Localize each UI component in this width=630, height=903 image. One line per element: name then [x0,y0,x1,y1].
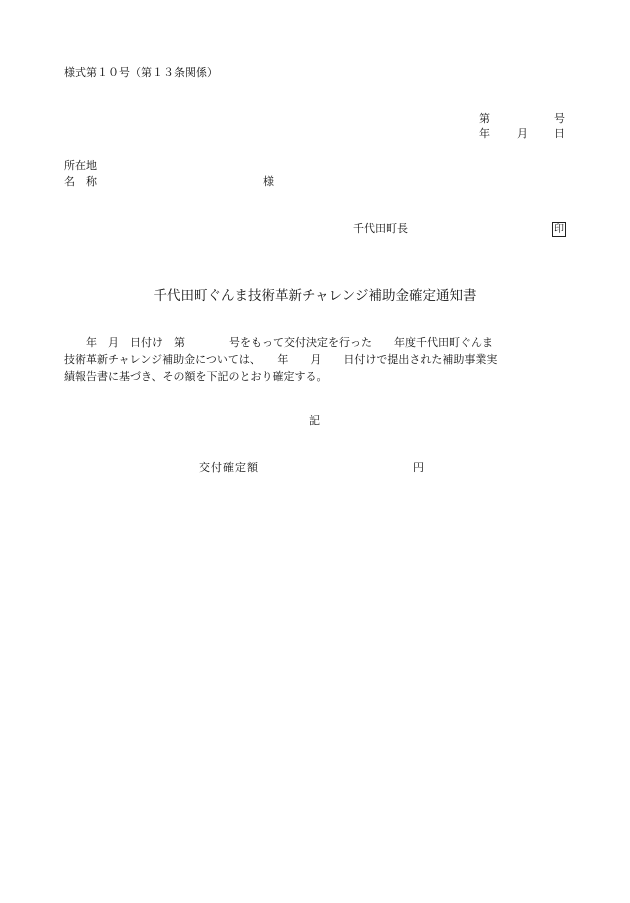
form-number: 様式第１０号（第１３条関係） [64,66,218,79]
ki-mark: 記 [309,414,320,427]
date-month: 月 [517,127,528,140]
recipient-address-label: 所在地 [64,159,97,172]
seal-mark: 印 [554,224,564,235]
recipient-name-label: 名 称 [64,175,97,188]
date-year: 年 [479,127,490,140]
doc-number-prefix: 第 [479,112,490,125]
date-day: 日 [554,127,565,140]
amount-label: 交付確定額 [199,461,259,474]
body-line-3: 績報告書に基づき、その額を下記のとおり確定する。 [64,370,328,383]
body-line-2: 技術革新チャレンジ補助金については、 年 月 日付けで提出された補助事業実 [64,353,498,366]
body-line-1: 年 月 日付け 第 号をもって交付決定を行った 年度千代田町ぐんま [64,336,493,349]
doc-number-suffix: 号 [554,112,565,125]
recipient-honorific: 様 [263,175,274,188]
amount-unit: 円 [413,461,424,474]
document-title: 千代田町ぐんま技術革新チャレンジ補助金確定通知書 [153,288,477,304]
issuer-title: 千代田町長 [353,222,408,235]
